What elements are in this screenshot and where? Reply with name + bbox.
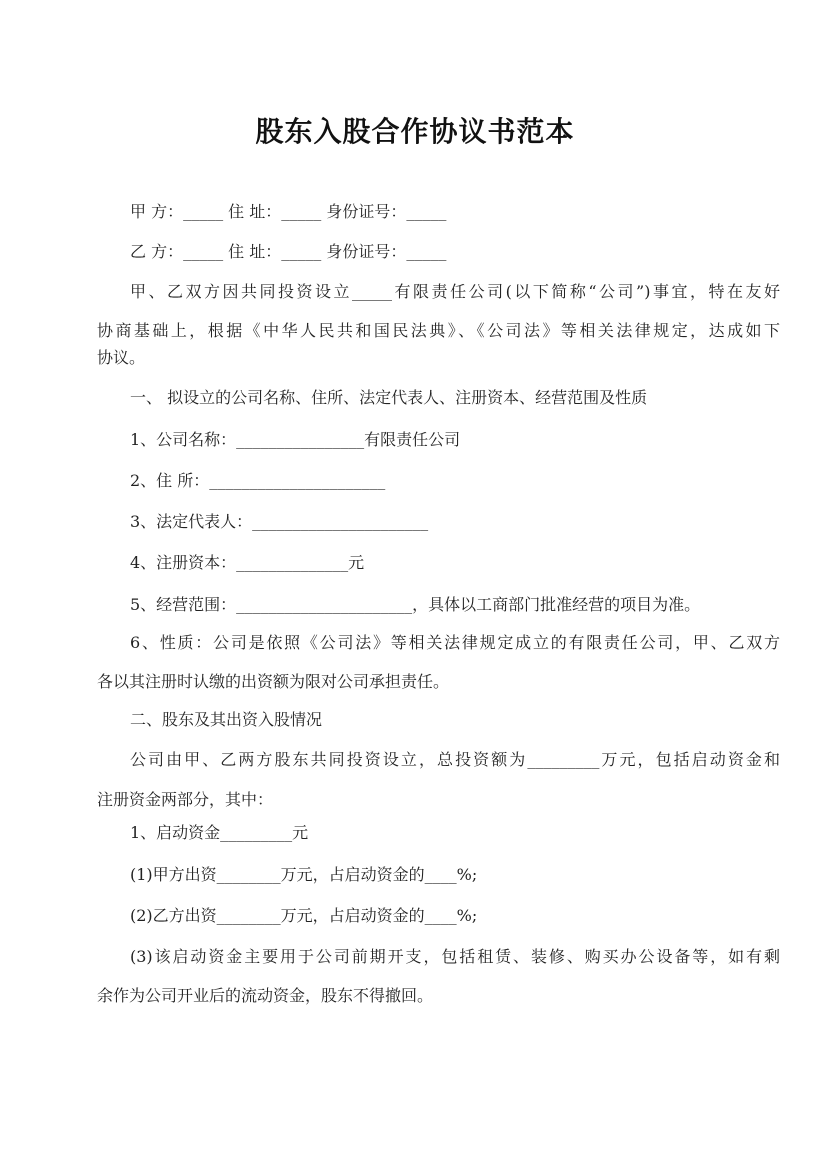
clause-legal-rep: 3、法定代表人：______________________ [130, 512, 429, 531]
clause-startup-funds: 1、启动资金_________元 [130, 823, 309, 842]
document-title: 股东入股合作协议书范本 [255, 115, 575, 148]
paragraph-line: 公司由甲、乙两方股东共同投资设立，总投资额为_________万元，包括启动资金和 [130, 750, 780, 769]
clause-party-a-contribution: (1)甲方出资________万元，占启动资金的____%; [130, 865, 478, 884]
clause-capital: 4、注册资本：______________元 [130, 553, 365, 572]
paragraph-line: 协商基础上，根据《中华人民共和国民法典》、《公司法》等相关法律规定，达成如下 [97, 321, 780, 340]
paragraph-line: 协议。 [97, 348, 146, 367]
clause-address: 2、住 所：______________________ [130, 471, 386, 490]
clause-party-b-contribution: (2)乙方出资________万元，占启动资金的____%; [130, 906, 478, 925]
clause-nature: 各以其注册时认缴的出资额为限对公司承担责任。 [97, 672, 450, 691]
party-b-line: 乙 方：_____ 住 址：_____ 身份证号：_____ [130, 242, 447, 261]
clause-nature: 6、性质：公司是依照《公司法》等相关法律规定成立的有限责任公司，甲、乙双方 [130, 633, 780, 652]
party-a-line: 甲 方：_____ 住 址：_____ 身份证号：_____ [130, 202, 447, 221]
clause-fund-usage: (3)该启动资金主要用于公司前期开支，包括租赁、装修、购买办公设备等，如有剩 [130, 947, 780, 966]
section-heading: 一、 拟设立的公司名称、住所、法定代表人、注册资本、经营范围及性质 [130, 388, 648, 407]
clause-company-name: 1、公司名称：________________有限责任公司 [130, 430, 461, 449]
section-heading: 二、股东及其出资入股情况 [130, 710, 323, 729]
paragraph-line: 注册资金两部分，其中： [97, 790, 274, 809]
clause-scope: 5、经营范围：______________________，具体以工商部门批准经营的项目为准。 [130, 595, 701, 614]
paragraph-line: 甲、乙双方因共同投资设立_____有限责任公司(以下简称“公司”)事宜，特在友好 [130, 282, 780, 301]
clause-fund-usage: 余作为公司开业后的流动资金，股东不得撤回。 [97, 986, 434, 1005]
